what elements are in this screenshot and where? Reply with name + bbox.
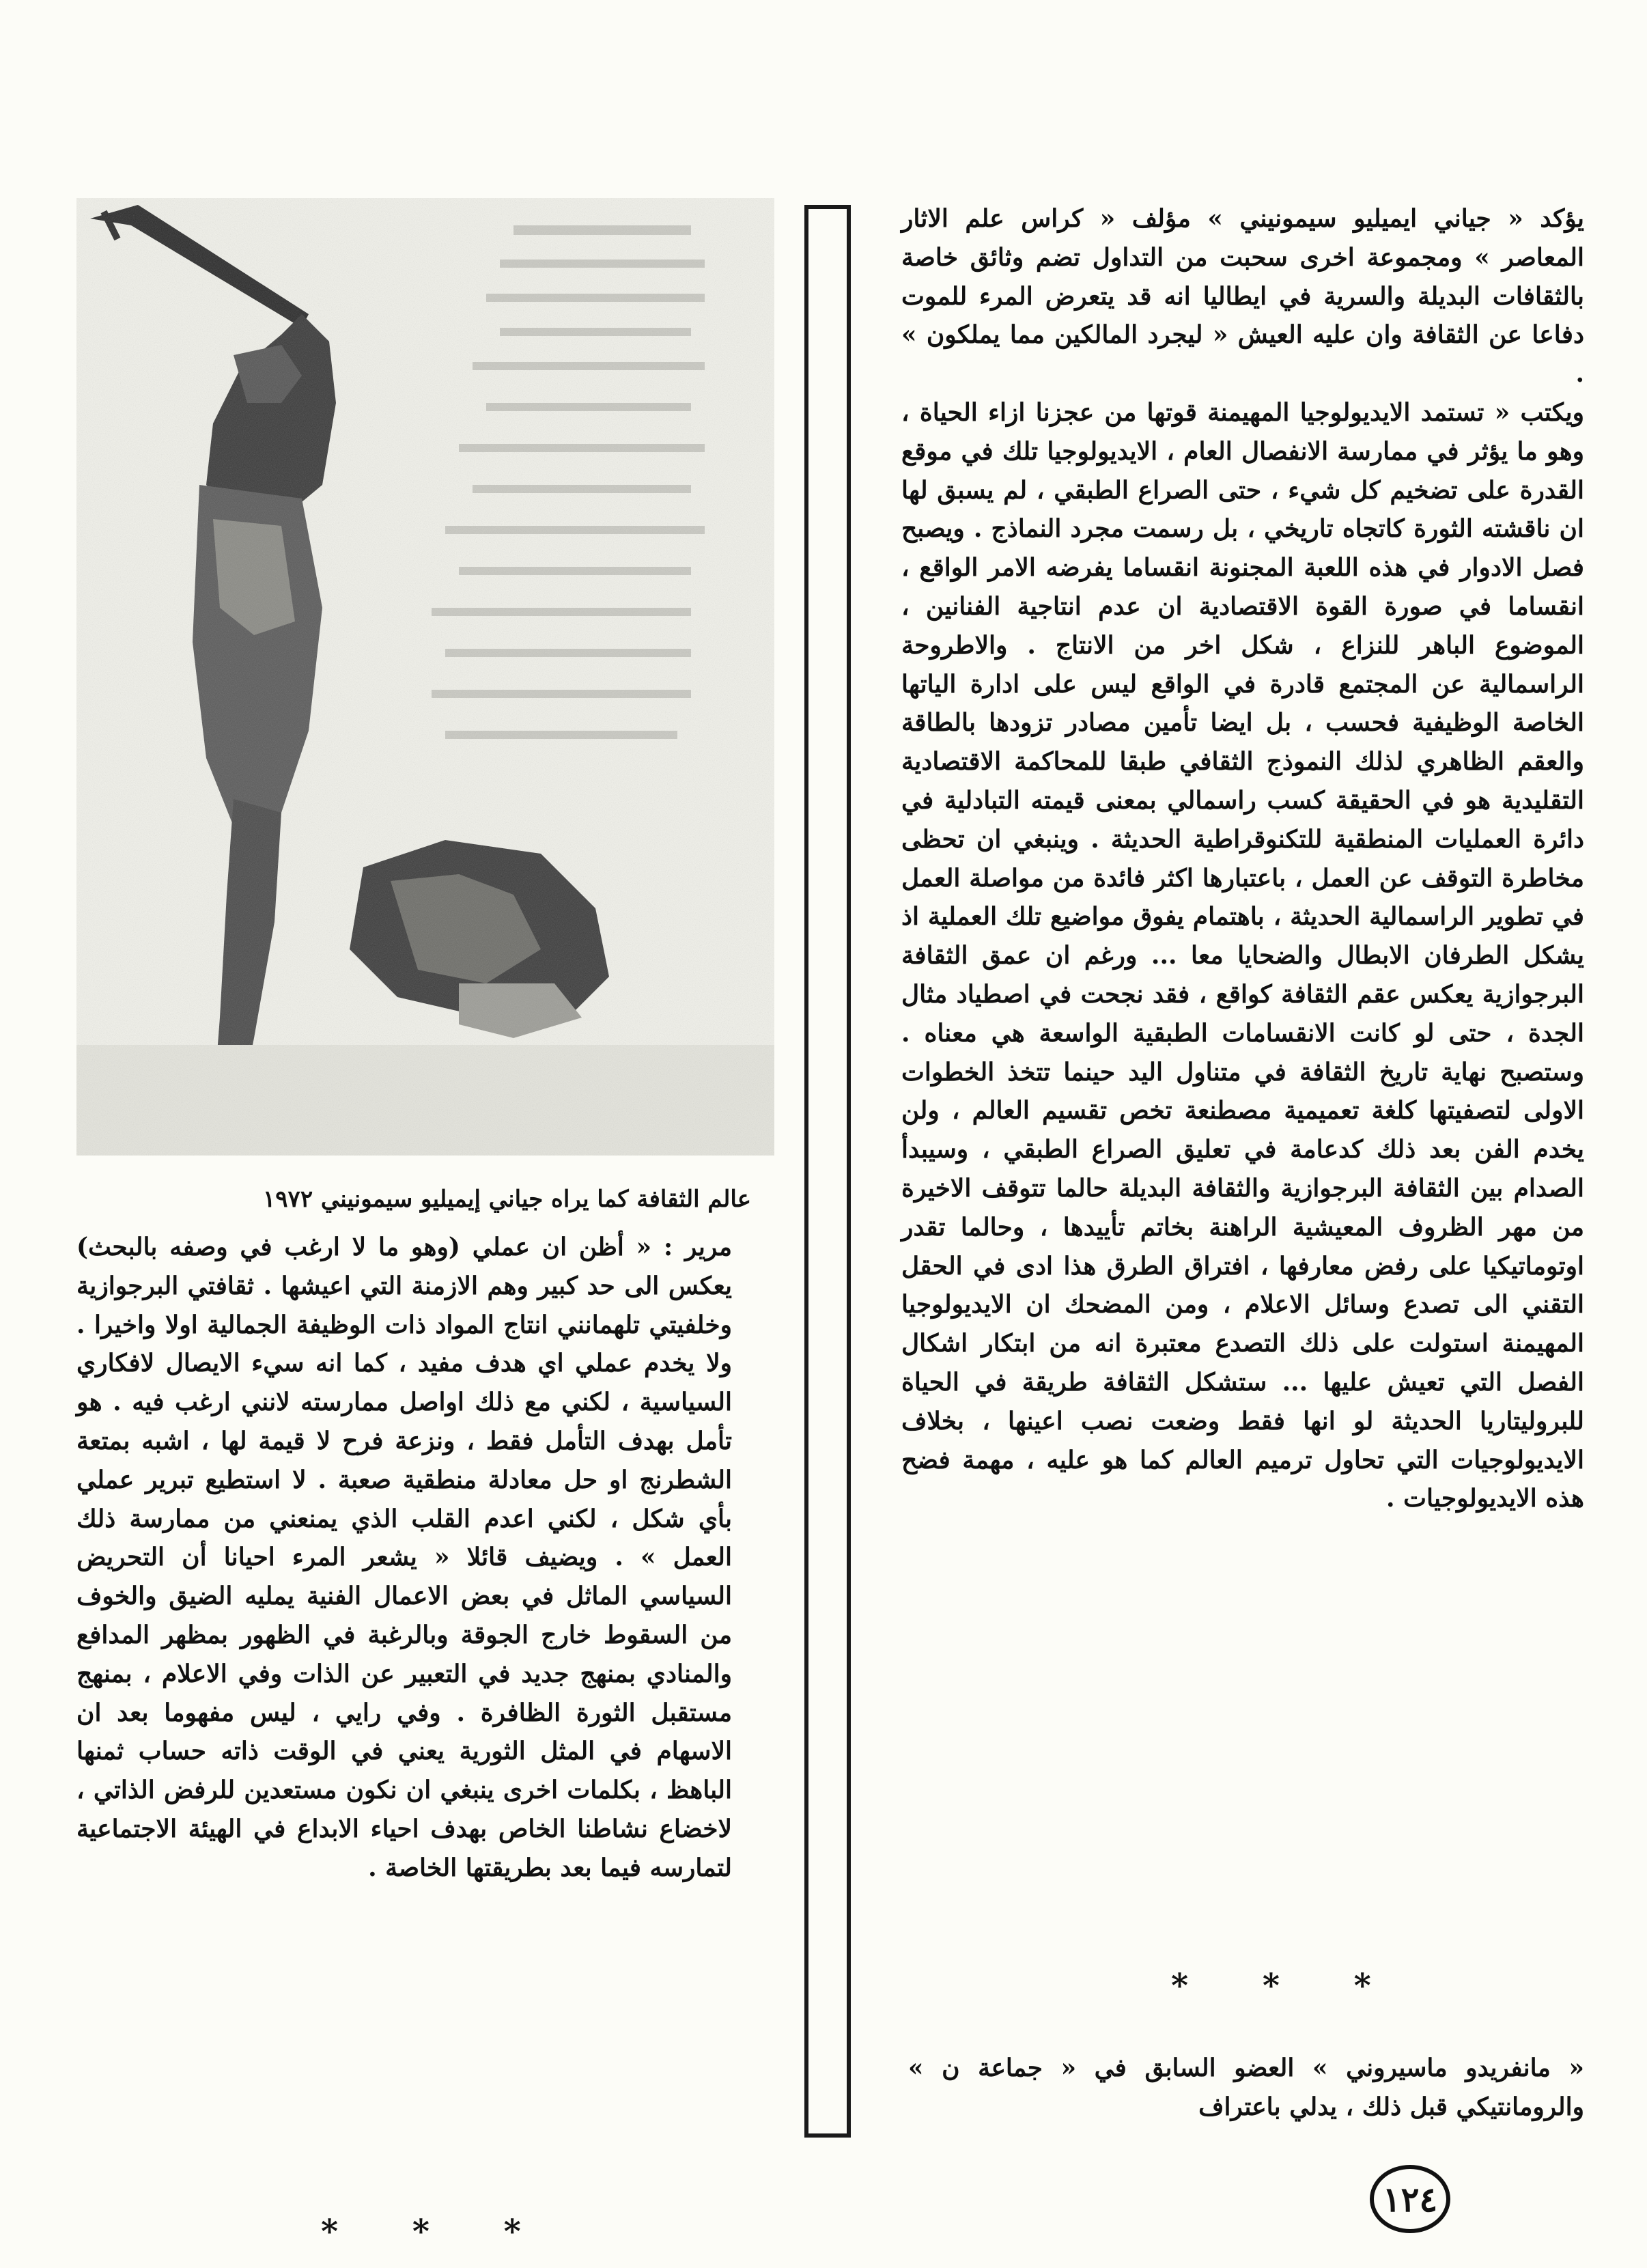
column-divider-frame — [804, 205, 851, 2138]
photo-caption: عالم الثقافة كما يراه جياني إيميليو سيمونيني ١٩٧٢ — [263, 1186, 751, 1213]
section-divider-stars-right: * * * — [1171, 1967, 1403, 2005]
photo-man-with-stick-icon — [76, 198, 774, 1156]
section-divider-stars-left: * * * — [321, 2213, 552, 2251]
page-number: ١٢٤ — [1370, 2165, 1450, 2233]
right-bottom-paragraph: « مانفريدو ماسيروني » العضو السابق في « جماعة ن » والرومانتيكي قبل ذلك ، يدلي باعتراف — [908, 2054, 1584, 2121]
left-text-column — [76, 1228, 732, 1888]
photograph — [76, 198, 774, 1156]
left-paragraph: مرير : « أظن ان عملي (وهو ما لا ارغب في وصفه بالبحث) يعكس الى حد كبير وهم الازمنة التي اعيشها . ثقافتي البرجوازية وخلفيتي تلهمانني انتاج المواد ذات الوظيفة الجمالية اولا واخيرا . ولا يخدم عملي اي هدف مفيد ، كما انه سيء الايصال لافكاري السياسية ، لكني مع ذلك اواصل ممارسته لانني ارغب فيه . هو تأمل بهدف التأمل فقط ، ونزعة فرح لا قيمة لها ، اشبه بمتعة الشطرنج او حل معادلة منطقية صعبة . لا استطيع تبرير عملي بأي شكل ، لكني اعدم القلب الذي يمنعني من ممارسة ذلك العمل » . ويضيف قائلا « يشعر المرء احيانا أن التحريض السياسي الماثل في بعض الاعمال الفنية يمليه الضيق والخوف من السقوط خارج الجوقة وبالرغبة في الظهور بمظهر المدافع والمنادي بمنهج جديد في التعبير عن الذات وفي الاعلام ، بمنهج مستقبل الثورة الظافرة . وفي رايي ، ليس مفهوما بعد ان الاسهام في المثل الثورية يعني في الوقت ذاته حساب ثمنها الباهظ ، بكلمات اخرى ينبغي ان نكون مستعدين للرفض الذاتي ، لاخضاع نشاطنا الخاص بهدف احياء الابداع في الهيئة الاجتماعية لتمارسه فيما بعد بطريقتها الخاصة . — [76, 1233, 732, 1882]
right-paragraph-2: ويكتب « تستمد الايديولوجيا المهيمنة قوتها من عجزنا ازاء الحياة ، وهو ما يؤثر في ممارسة الانفصال العام ، الايديولوجيا تلك في موقع القدرة على تضخيم كل شيء ، حتى الصراع الطبقي ، لم يسبق لها ان ناقشته الثورة كاتجاه تاريخي ، بل رسمت مجرد النماذج . ويصبح فصل الادوار في هذه اللعبة المجنونة انقساما يفرضه الامر الواقع ، انقساما في صورة القوة الاقتصادية ان عدم انتاجية الفنانين ، الموضوع الباهر للنزاع ، شكل اخر من الانتاج . والاطروحة الراسمالية عن المجتمع قادرة في الواقع ليس على ادارة الياتها الخاصة الوظيفية فحسب ، بل ايضا تأمين مصادر تزودها بالطاقة والعقم الظاهري لذلك النموذج الثقافي طبقا للمحاكمة الاقتصادية التقليدية هو في الحقيقة كسب راسمالي بمعنى قيمته التبادلية في دائرة العمليات المنطقية للتكنوقراطية الحديثة . وينبغي ان تحظى مخاطرة التوقف عن العمل ، باعتبارها اكثر فائدة من مواصلة العمل في تطوير الراسمالية الحديثة ، باهتمام يفوق مواضيع تلك العملية اذ يشكل الطرفان الابطال والضحايا معا ... ورغم ان عمق الثقافة البرجوازية يعكس عقم الثقافة كواقع ، فقد نجحت في اصطياد مثال الجدة ، حتى لو كانت الانقسامات الطبقية الواسعة هي معناه . وستصبح نهاية تاريخ الثقافة في متناول اليد حينما تتخذ الخطوات الاولى لتصفيتها كلغة تعميمية مصطنعة تخص تقسيم العالم ، ولن يخدم الفن بعد ذلك كدعامة في تعليق الصراع الطبقي ، وسيبدأ الصدام بين الثقافة البرجوازية والثقافة البديلة حالما تتوقف الاخيرة من مهر الظروف المعيشية الراهنة بخاتم تأييدها ، وحالما تقدر اوتوماتيكيا على رفض معارفها ، افتراق الطرق هذا ادى في الحقل التقني الى تصدع وسائل الاعلام ، ومن المضحك ان الايديولوجيا المهيمنة استولت على ذلك التصدع معتبرة انه من ابتكار اشكال الفصل التي تعيش عليها ... ستشكل الثقافة طريقة في الحياة للبروليتاريا الحديثة لو انها فقط وضعت نصب اعينها ، بخلاف الايديولوجيات التي تحاول ترميم العالم كما هو عليه ، مهمة فضح هذه الايديولوجيات . — [901, 397, 1584, 1513]
right-text-column — [901, 199, 1584, 1518]
right-paragraph-1: يؤكد « جياني ايميليو سيمونيني » مؤلف « كراس علم الاثار المعاصر » ومجموعة اخرى سحبت من التداول تضم وثائق خاصة بالثقافات البديلة والسرية في ايطاليا انه قد يتعرض المرء للموت دفاعا عن الثقافة وان عليه العيش « ليجرد المالكين مما يملكون » . — [901, 204, 1584, 389]
